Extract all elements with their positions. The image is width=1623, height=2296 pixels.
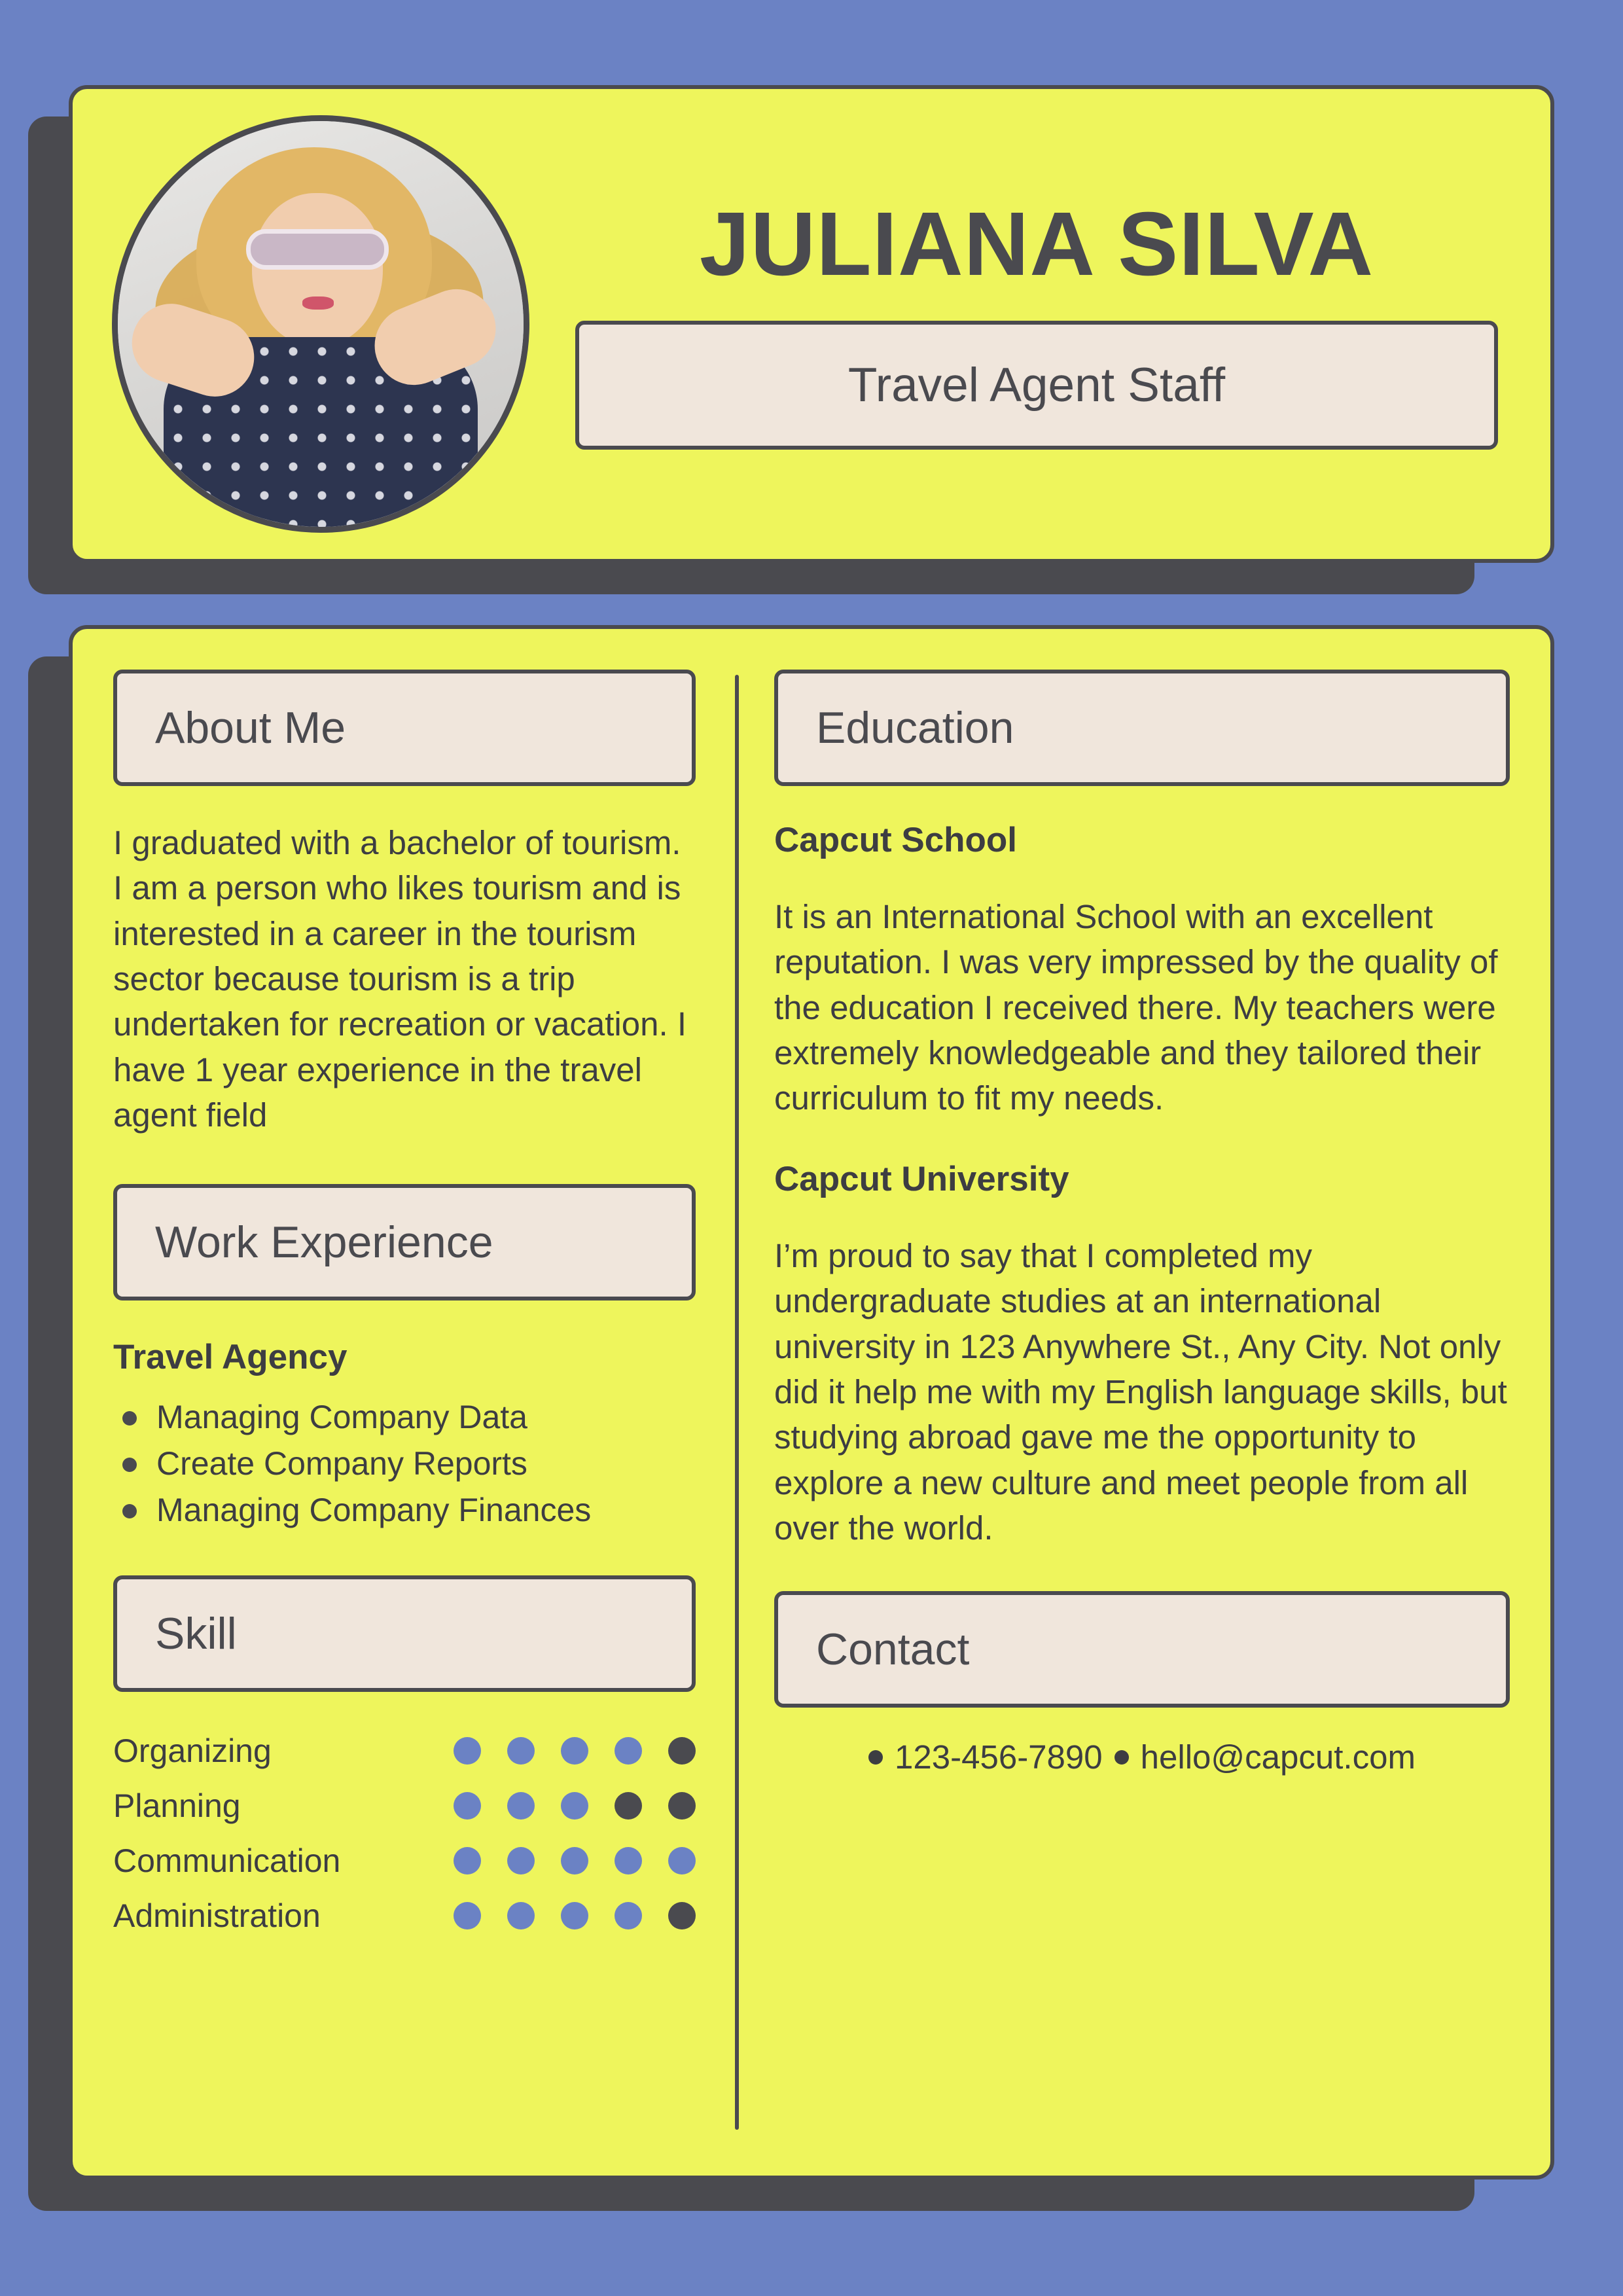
body-section (69, 625, 1554, 2179)
rating-dot (668, 1902, 696, 1929)
skill-rating-organizing (454, 1737, 696, 1765)
list-item: Managing Company Finances (113, 1487, 696, 1534)
skill-row (113, 1778, 696, 1833)
rating-dot (668, 1737, 696, 1765)
rating-dot (615, 1847, 642, 1874)
header-text-block (529, 193, 1511, 450)
rating-dot (454, 1737, 481, 1765)
bullet-icon (1115, 1750, 1129, 1765)
skill-rating-administration (454, 1902, 696, 1929)
contact-email[interactable]: hello@capcut.com (1140, 1738, 1416, 1776)
skills-list (113, 1723, 696, 1943)
left-column (113, 670, 722, 2149)
avatar-lips (302, 296, 334, 310)
avatar (112, 115, 529, 533)
rating-dot (507, 1737, 535, 1765)
rating-dot (561, 1847, 588, 1874)
rating-dot (454, 1902, 481, 1929)
work-company-name: Travel Agency (113, 1337, 348, 1376)
rating-dot (507, 1902, 535, 1929)
list-item: Create Company Reports (113, 1441, 696, 1487)
contact-phone[interactable]: 123-456-7890 (895, 1738, 1103, 1776)
education-school-text: It is an International School with an excellent reputation. I was very impressed by the quality of the education I received there. My teachers were extremely knowledgeable and they tailored their curriculum to fit my needs. (774, 898, 1498, 1117)
skill-label: Organizing (113, 1732, 272, 1769)
education-school-name: Capcut School (774, 821, 1018, 859)
skill-label: Communication (113, 1842, 341, 1879)
rating-dot (561, 1902, 588, 1929)
skill-row (113, 1723, 696, 1778)
sunglasses-icon (246, 229, 389, 270)
skill-rating-communication (454, 1847, 696, 1874)
avatar-face (252, 193, 383, 347)
education-university-text: I’m proud to say that I completed my undergraduate studies at an international university in 123 Anywhere St., Any City. Not only did it help me with my English language skills, but studying abroad gave me the opportunity to explore a new culture and meet people from all over the world. (774, 1236, 1507, 1547)
job-title-box: Travel Agent Staff (575, 321, 1498, 450)
header-card (69, 85, 1554, 563)
section-header-about-me: About Me (113, 670, 696, 786)
section-header-skill: Skill (113, 1575, 696, 1692)
rating-dot (668, 1792, 696, 1820)
column-divider (735, 675, 739, 2130)
header-section (69, 85, 1554, 563)
list-item: Managing Company Data (113, 1394, 696, 1441)
about-me-text: I graduated with a bachelor of tourism. I am a person who likes tourism and is interested in a career in the tourism sector because tourism is a trip undertaken for recreation or vacation. I have 1 year experience in the travel agent field (113, 824, 687, 1134)
skill-label: Planning (113, 1787, 241, 1824)
bullet-icon (868, 1750, 883, 1765)
skill-label: Administration (113, 1897, 321, 1934)
rating-dot (454, 1847, 481, 1874)
rating-dot (507, 1847, 535, 1874)
contact-details (774, 1738, 1510, 1776)
section-header-contact: Contact (774, 1591, 1510, 1708)
body-card (69, 625, 1554, 2179)
rating-dot (615, 1737, 642, 1765)
rating-dot (615, 1792, 642, 1820)
page-title: JULIANA SILVA (699, 193, 1374, 295)
skill-row (113, 1833, 696, 1888)
skill-rating-planning (454, 1792, 696, 1820)
section-header-work-experience: Work Experience (113, 1184, 696, 1300)
work-duties-list (113, 1394, 696, 1534)
section-header-education: Education (774, 670, 1510, 786)
skill-row (113, 1888, 696, 1943)
education-university-name: Capcut University (774, 1159, 1069, 1198)
rating-dot (561, 1737, 588, 1765)
rating-dot (507, 1792, 535, 1820)
rating-dot (615, 1902, 642, 1929)
right-column (768, 670, 1510, 2149)
rating-dot (561, 1792, 588, 1820)
rating-dot (454, 1792, 481, 1820)
rating-dot (668, 1847, 696, 1874)
